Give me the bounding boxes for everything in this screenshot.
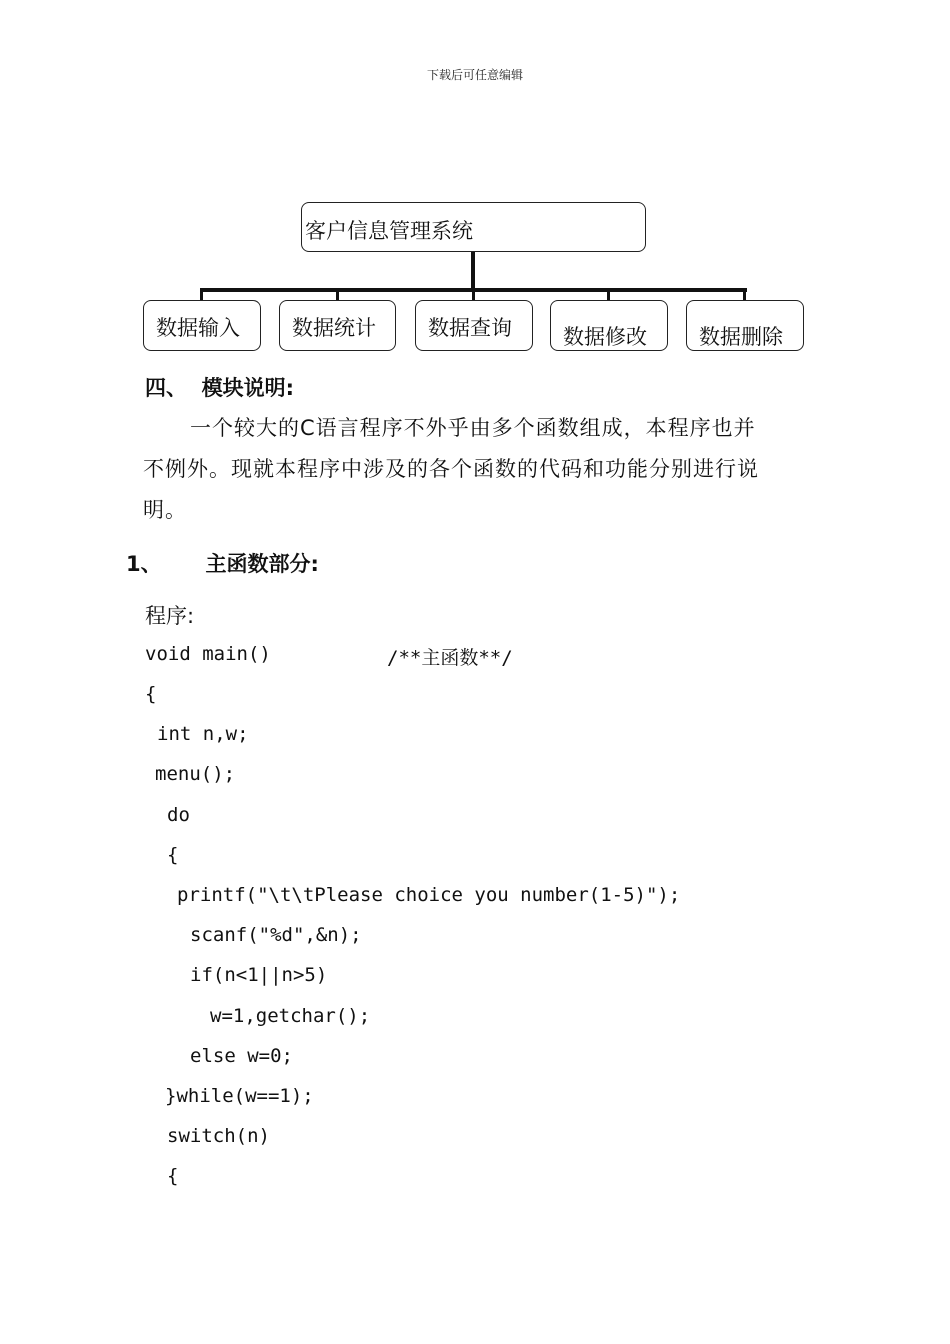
- diagram-node-delete: [686, 300, 804, 351]
- diagram-node-label: 数据查询: [428, 316, 512, 340]
- code-line: menu();: [155, 763, 236, 785]
- paragraph-line: 一个较大的C语言程序不外乎由多个函数组成，本程序也并: [190, 416, 756, 440]
- diagram-node-modify: [550, 300, 668, 351]
- subsection-title: 1、 主函数部分:: [126, 552, 319, 576]
- code-line: }while(w==1);: [165, 1085, 314, 1107]
- diagram-node-label: 数据修改: [563, 325, 647, 349]
- code-line: {: [167, 1165, 179, 1187]
- paragraph-line: 明。: [143, 498, 187, 522]
- diagram-node-label: 数据删除: [699, 325, 783, 349]
- code-line: printf("\t\tPlease choice you number(1-5)");: [177, 884, 681, 906]
- code-line: do: [167, 804, 190, 826]
- code-line: else w=0;: [190, 1045, 293, 1067]
- diagram-node-label: 数据统计: [292, 316, 376, 340]
- paragraph-line: 不例外。现就本程序中涉及的各个函数的代码和功能分别进行说: [143, 457, 759, 481]
- code-comment: /**主函数**/: [387, 647, 513, 669]
- diagram-node-label: 数据输入: [156, 316, 240, 340]
- section-title: 四、 模块说明:: [145, 376, 295, 400]
- code-line: void main(): [145, 643, 271, 665]
- page-header: 下载后可任意编辑: [426, 68, 523, 82]
- code-line: if(n<1||n>5): [190, 964, 328, 986]
- code-line: switch(n): [167, 1125, 270, 1147]
- code-line: {: [167, 844, 179, 866]
- diagram-node-input: [143, 300, 261, 351]
- code-line: scanf("%d",&n);: [190, 924, 362, 946]
- diagram-node-statistics: [279, 300, 396, 351]
- module-diagram: [0, 0, 950, 360]
- diagram-trunk-line: [471, 252, 475, 289]
- code-label: 程序:: [145, 604, 195, 628]
- diagram-node-query: [415, 300, 533, 351]
- code-line: {: [145, 683, 157, 705]
- code-line: w=1,getchar();: [210, 1005, 371, 1027]
- code-line: int n,w;: [157, 723, 249, 745]
- diagram-root-node: 客户信息管理系统: [301, 202, 646, 252]
